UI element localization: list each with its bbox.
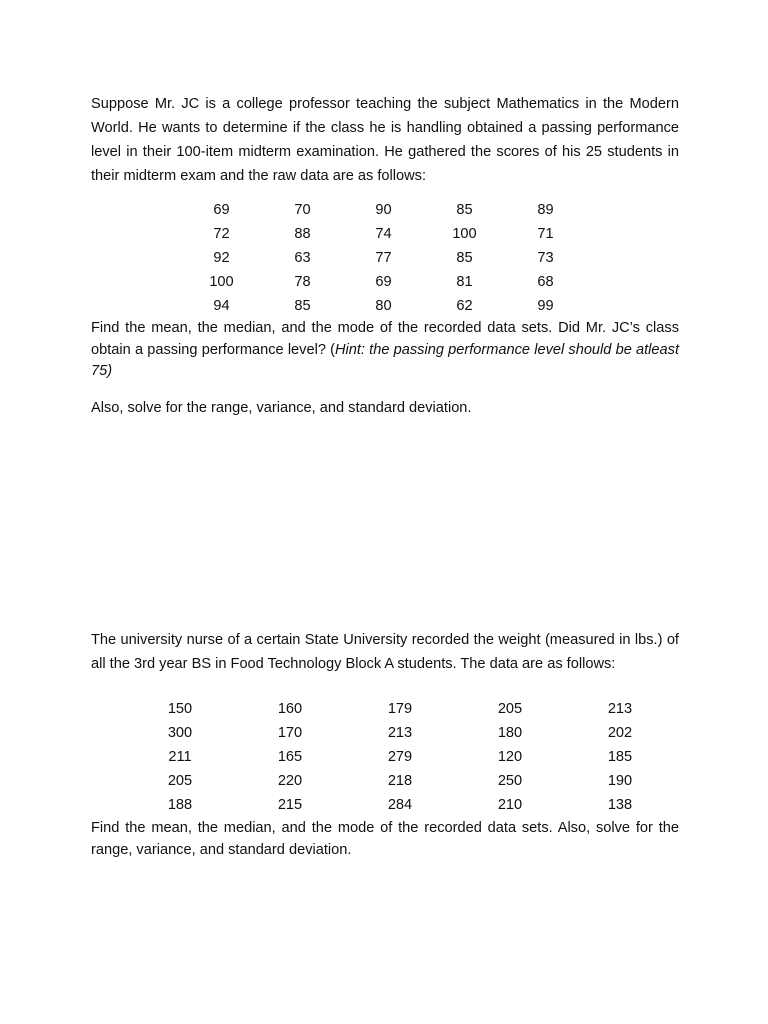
table-cell: 74 <box>375 226 392 242</box>
table-cell: 279 <box>387 749 413 765</box>
table-cell: 190 <box>607 773 633 789</box>
table-cell: 99 <box>537 298 554 314</box>
table-cell: 100 <box>452 226 477 242</box>
table-cell: 215 <box>277 797 303 813</box>
problem1-intro: Suppose Mr. JC is a college professor teaching the subject Mathematics in the Modern World. He wants to determine if the class he is handling obtained a passing performance level in their 100-item midterm examination. He gathered the scores of his 25 students in their midterm exam and the raw data are as follows: <box>91 96 679 184</box>
table-cell: 120 <box>497 749 523 765</box>
table-cell: 179 <box>387 701 413 717</box>
table-cell: 72 <box>213 226 230 242</box>
table-row <box>181 222 586 246</box>
table-cell: 69 <box>213 202 230 218</box>
scores-table <box>181 198 586 318</box>
table-cell: 185 <box>607 749 633 765</box>
table-cell: 88 <box>294 226 311 242</box>
problem1-followup: Also, solve for the range, variance, and standard deviation. <box>91 400 472 416</box>
weights-table <box>125 697 675 817</box>
table-cell: 205 <box>167 773 193 789</box>
question-text: Find the mean, the median, and the mode of the recorded data sets. Did Mr. JC’s class obtain a passing performance level? ( <box>91 320 679 358</box>
table-cell: 188 <box>167 797 193 813</box>
table-cell: 218 <box>387 773 413 789</box>
table-cell: 68 <box>537 274 554 290</box>
table-cell: 85 <box>456 250 473 266</box>
table-cell: 70 <box>294 202 311 218</box>
table-cell: 170 <box>277 725 303 741</box>
table-cell: 213 <box>607 701 633 717</box>
table-cell: 89 <box>537 202 554 218</box>
table-cell: 81 <box>456 274 473 290</box>
problem2-question: Find the mean, the median, and the mode of the recorded data sets. Also, solve for the range, variance, and standard deviation. <box>91 820 679 858</box>
table-cell: 211 <box>168 749 192 765</box>
table-cell: 138 <box>607 797 633 813</box>
problem2-intro: The university nurse of a certain State University recorded the weight (measured in lbs.) of all the 3rd year BS in Food Technology Block A students. The data are as follows: <box>91 632 679 672</box>
table-cell: 94 <box>213 298 230 314</box>
table-cell: 78 <box>294 274 311 290</box>
table-row <box>181 198 586 222</box>
table-cell: 160 <box>277 701 303 717</box>
table-row <box>181 246 586 270</box>
table-cell: 284 <box>387 797 413 813</box>
table-cell: 85 <box>456 202 473 218</box>
table-row <box>125 697 675 721</box>
table-cell: 300 <box>167 725 193 741</box>
table-cell: 63 <box>294 250 311 266</box>
table-cell: 62 <box>456 298 473 314</box>
table-cell: 80 <box>375 298 392 314</box>
problem1-question <box>91 318 679 383</box>
table-row <box>125 745 675 769</box>
table-cell: 202 <box>607 725 633 741</box>
table-cell: 73 <box>537 250 554 266</box>
table-row <box>125 769 675 793</box>
table-cell: 77 <box>375 250 392 266</box>
table-cell: 250 <box>497 773 523 789</box>
table-row <box>125 721 675 745</box>
table-row <box>181 270 586 294</box>
table-cell: 213 <box>387 725 413 741</box>
table-row <box>181 294 586 318</box>
table-cell: 205 <box>497 701 523 717</box>
table-cell: 90 <box>375 202 392 218</box>
table-cell: 150 <box>167 701 193 717</box>
table-cell: 69 <box>375 274 392 290</box>
table-cell: 210 <box>497 797 523 813</box>
table-row <box>125 793 675 817</box>
table-cell: 71 <box>537 226 554 242</box>
table-cell: 92 <box>213 250 230 266</box>
table-cell: 85 <box>294 298 311 314</box>
table-cell: 220 <box>277 773 303 789</box>
table-cell: 180 <box>497 725 523 741</box>
table-cell: 165 <box>277 749 303 765</box>
table-cell: 100 <box>209 274 234 290</box>
hint-text: Hint: the passing performance level should be atleast 75) <box>91 341 679 379</box>
